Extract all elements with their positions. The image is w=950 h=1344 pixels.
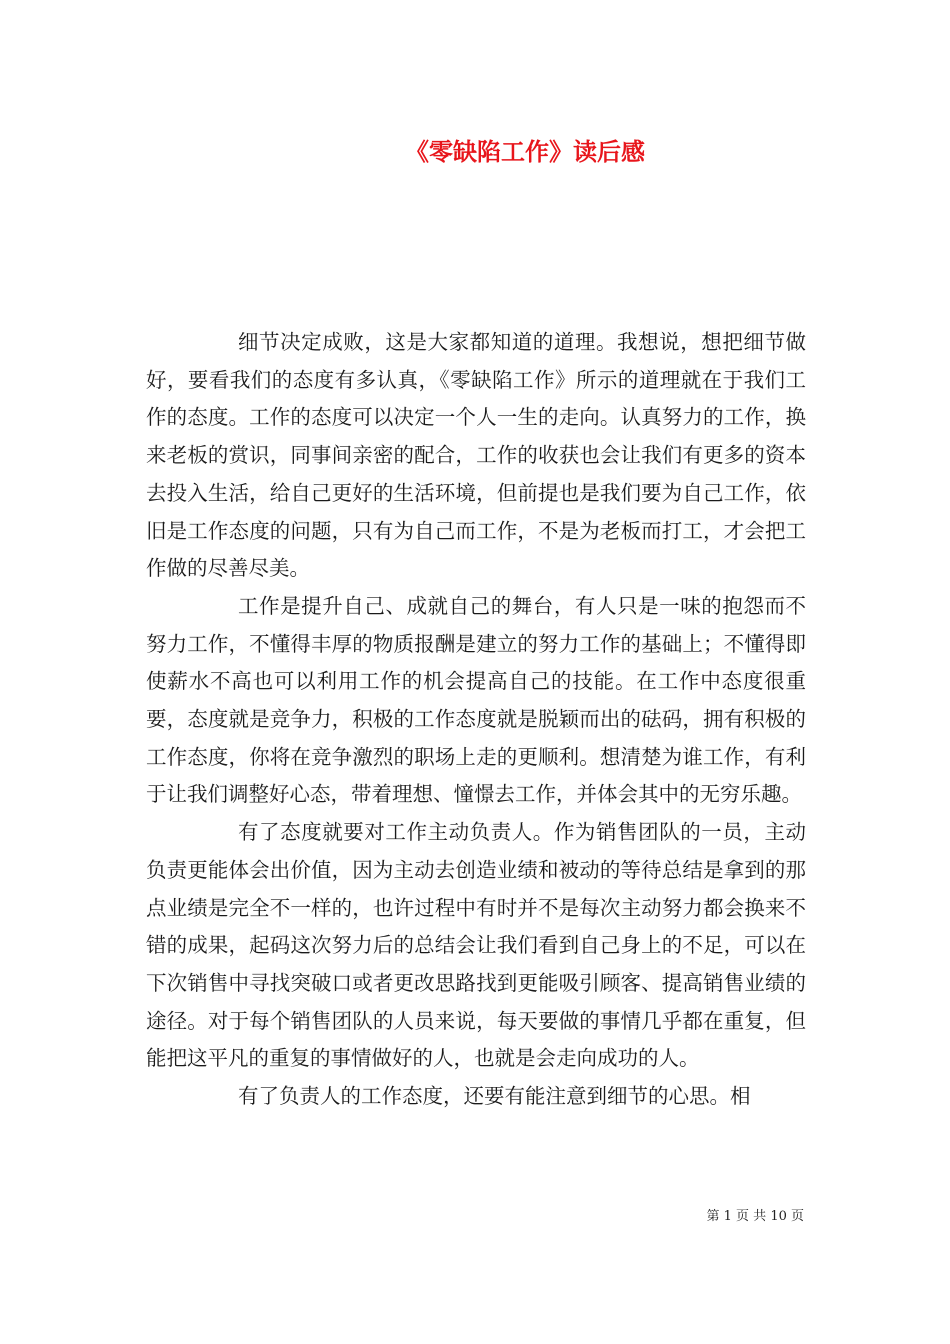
paragraph-4: 有了负责人的工作态度，还要有能注意到细节的心思。相 <box>238 1084 751 1109</box>
paragraph-2: 工作是提升自己、成就自己的舞台，有人只是一味的抱怨而不努力工作，不懂得丰厚的物质报酬是建立的努力工作的基础上；不懂得即使薪水不高也可以利用工作的机会提高自己的技能。在工作中态度很重要，态度就是竞争力，积极的工作态度就是脱颖而出的砝码，拥有积极的工作态度，你将在竞争激烈的职场上走的更顺利。想清楚为谁工作，有利于让我们调整好心态，带着理想、憧憬去工作，并体会其中的无穷乐趣。 <box>146 593 806 807</box>
paragraph-3: 有了态度就要对工作主动负责人。作为销售团队的一员，主动负责更能体会出价值，因为主动去创造业绩和被动的等待总结是拿到的那点业绩是完全不一样的，也许过程中有时并不是每次主动努力都会换来不错的成果，起码这次努力后的总结会让我们看到自己身上的不足，可以在下次销售中寻找突破口或者更改思路找到更能吸引顾客、提高销售业绩的途径。对于每个销售团队的人员来说，每天要做的事情几乎都在重复，但能把这平凡的重复的事情做好的人，也就是会走向成功的人。 <box>146 820 806 1071</box>
document-title: 《零缺陷工作》读后感 <box>405 137 645 166</box>
page-number-footer: 第 1 页 共 10 页 <box>706 1209 804 1224</box>
document-body <box>146 324 806 1116</box>
paragraph-1: 细节决定成败，这是大家都知道的道理。我想说，想把细节做好，要看我们的态度有多认真，《零缺陷工作》所示的道理就在于我们工作的态度。工作的态度可以决定一个人一生的走向。认真努力的工作，换来老板的赏识，同事间亲密的配合，工作的收获也会让我们有更多的资本去投入生活，给自己更好的生活环境，但前提也是我们要为自己工作，依旧是工作态度的问题，只有为自己而工作，不是为老板而打工，才会把工作做的尽善尽美。 <box>146 330 806 581</box>
